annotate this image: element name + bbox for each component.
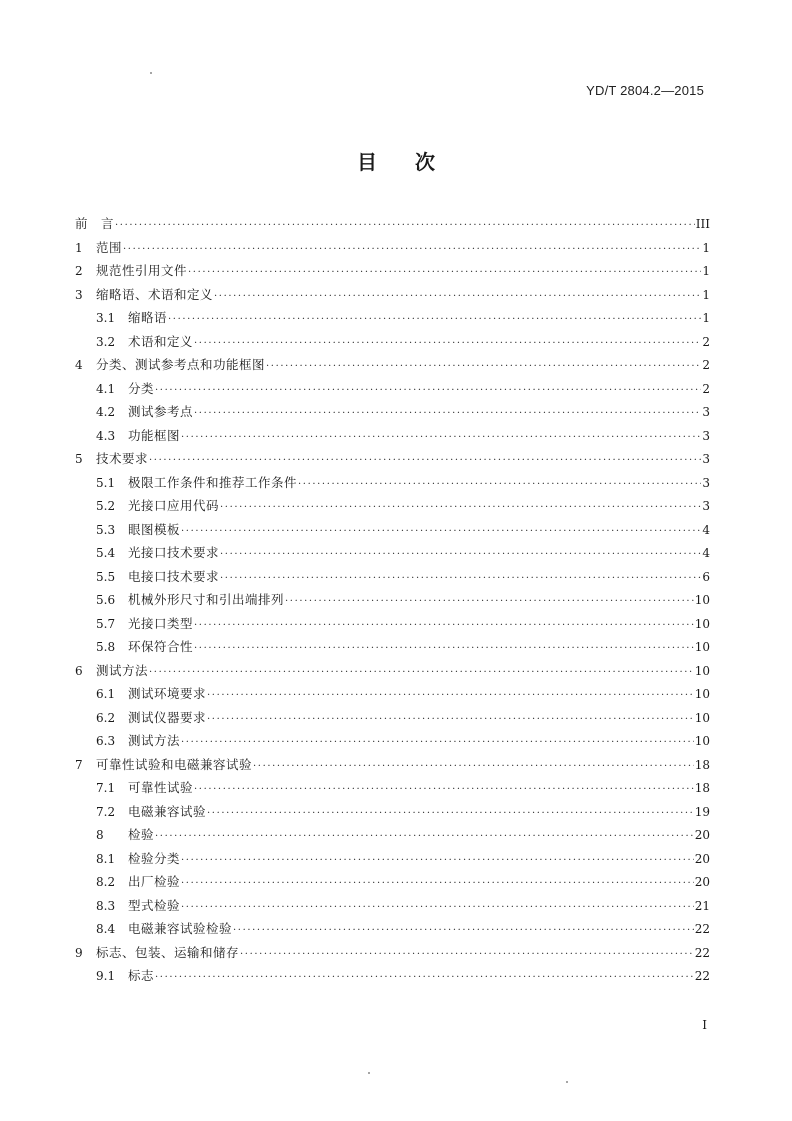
toc-entry-number: 8.1 <box>96 851 116 866</box>
dot-leader <box>194 778 694 802</box>
toc-entry <box>75 729 710 753</box>
toc-entry-label: 测试方法 <box>96 662 149 678</box>
toc-entry-number: 6.2 <box>96 710 116 725</box>
toc-entry-page: 18 <box>694 757 710 772</box>
toc-entry-label: 电接口技术要求 <box>128 568 220 584</box>
toc-entry-page: 2 <box>702 334 710 349</box>
dot-leader <box>220 543 701 567</box>
dot-leader <box>214 285 701 309</box>
toc-entry-number: 9.1 <box>96 969 116 983</box>
toc-entry-page: 10 <box>694 593 710 607</box>
page-title: 目次 <box>357 150 473 174</box>
dot-leader <box>240 943 694 967</box>
dot-leader <box>194 332 701 356</box>
toc-entry-label: 测试方法 <box>128 733 181 748</box>
toc-entry <box>75 494 710 518</box>
dot-leader <box>188 261 701 285</box>
toc-entry-label: 术语和定义 <box>128 333 194 349</box>
dot-leader <box>207 802 694 826</box>
toc-entry-number: 5 <box>75 452 83 466</box>
toc-entry-number: 5.2 <box>96 499 116 513</box>
toc-entry <box>75 400 710 424</box>
toc-entry-page: 10 <box>694 616 710 631</box>
toc-entry-page: 20 <box>694 875 710 889</box>
dot-leader <box>220 496 701 520</box>
toc-entry <box>75 776 710 800</box>
toc-entry <box>75 518 710 542</box>
toc-entry-number: 4.3 <box>96 428 116 443</box>
toc-entry-label: 范围 <box>96 239 123 255</box>
toc-entry <box>75 659 710 683</box>
document-code: YD/T 2804.2—2015 <box>586 83 704 98</box>
toc-entry <box>75 471 710 495</box>
scan-speck <box>368 1072 370 1074</box>
toc-entry <box>75 870 710 894</box>
toc-entry <box>75 588 710 612</box>
toc-entry-number: 7.1 <box>96 781 116 795</box>
toc-entry-number: 5.4 <box>96 546 116 560</box>
dot-leader <box>155 825 694 849</box>
toc-entry-label: 出厂检验 <box>128 874 181 889</box>
toc-entry <box>75 212 710 236</box>
toc-entry-page: 22 <box>694 922 710 936</box>
toc-entry-page: 4 <box>702 522 710 537</box>
toc-entry <box>75 706 710 730</box>
toc-entry-label: 功能框图 <box>128 427 181 443</box>
dot-leader <box>207 684 694 708</box>
toc-entry <box>75 259 710 283</box>
toc-entry <box>75 753 710 777</box>
toc-entry-label: 技术要求 <box>96 451 149 466</box>
toc-entry-page: 10 <box>694 710 710 725</box>
toc-entry <box>75 917 710 941</box>
toc-entry-label: 标志 <box>128 968 155 983</box>
toc-entry-page: 2 <box>702 381 710 396</box>
toc-entry <box>75 565 710 589</box>
toc-entry-label: 规范性引用文件 <box>96 263 188 278</box>
page-number: I <box>702 1018 707 1032</box>
toc-entry-label: 光接口类型 <box>128 615 194 631</box>
toc-entry-number: 8.4 <box>96 922 116 936</box>
toc-entry-label: 测试仪器要求 <box>128 709 207 725</box>
dot-leader <box>149 449 701 473</box>
toc-entry-number: 5.1 <box>96 475 116 490</box>
toc-entry-page: 2 <box>702 358 710 372</box>
toc-entry-page: 20 <box>694 828 710 842</box>
toc-entry-label: 机械外形尺寸和引出端排列 <box>128 592 285 607</box>
dot-leader <box>168 308 701 332</box>
toc-entry <box>75 541 710 565</box>
toc-entry-page: 3 <box>702 499 710 513</box>
toc-entry-page: 20 <box>694 851 710 866</box>
scan-speck <box>150 72 152 74</box>
table-of-contents <box>75 212 710 988</box>
toc-entry-label: 分类 <box>128 380 155 396</box>
toc-entry-number: 3 <box>75 287 83 302</box>
toc-entry-page: 22 <box>694 945 710 960</box>
toc-entry-number: 9 <box>75 945 83 960</box>
toc-entry <box>75 283 710 307</box>
toc-entry-label: 电磁兼容试验 <box>128 803 207 819</box>
toc-entry-label: 环保符合性 <box>128 639 194 654</box>
dot-leader <box>181 426 701 450</box>
toc-entry-page: 19 <box>694 804 710 819</box>
toc-entry-label: 光接口应用代码 <box>128 498 220 513</box>
dot-leader <box>181 520 701 544</box>
toc-entry-number: 3.1 <box>96 311 116 325</box>
toc-entry-number: 5.8 <box>96 640 116 654</box>
dot-leader <box>155 379 701 403</box>
toc-entry-number: 6.1 <box>96 687 116 701</box>
dot-leader <box>207 708 694 732</box>
dot-leader <box>233 919 694 943</box>
toc-entry <box>75 306 710 330</box>
toc-entry-page: 10 <box>694 687 710 701</box>
toc-entry-number: 1 <box>75 240 83 255</box>
toc-entry-label: 分类、测试参考点和功能框图 <box>96 357 266 372</box>
dot-leader <box>220 567 701 591</box>
toc-entry <box>75 612 710 636</box>
toc-entry-page: 3 <box>702 405 710 419</box>
toc-entry-number: 8.2 <box>96 875 116 889</box>
toc-entry-label: 缩略语、术语和定义 <box>96 286 214 302</box>
toc-entry-label: 检验分类 <box>128 850 181 866</box>
dot-leader <box>266 355 701 379</box>
dot-leader <box>115 214 695 238</box>
toc-entry-number: 5.6 <box>96 593 116 607</box>
dot-leader <box>181 872 694 896</box>
toc-entry-label: 可靠性试验 <box>128 780 194 795</box>
toc-entry <box>75 964 710 988</box>
toc-entry <box>75 236 710 260</box>
toc-entry-page: 10 <box>694 640 710 654</box>
toc-entry-label: 型式检验 <box>128 897 181 913</box>
toc-entry-page: 10 <box>694 734 710 748</box>
toc-entry-number: 4 <box>75 358 83 372</box>
toc-entry-number: 4.1 <box>96 381 116 396</box>
toc-entry-page: 1 <box>702 264 710 278</box>
toc-entry-label: 电磁兼容试验检验 <box>128 921 233 936</box>
toc-entry-label: 检验 <box>128 827 155 842</box>
toc-entry-number: 5.7 <box>96 616 116 631</box>
toc-entry-page: 4 <box>702 546 710 560</box>
dot-leader <box>123 238 701 262</box>
dot-leader <box>181 731 694 755</box>
toc-entry-label: 缩略语 <box>128 310 168 325</box>
scan-speck <box>566 1081 568 1083</box>
toc-entry-number: 4.2 <box>96 405 116 419</box>
toc-entry-page: 1 <box>702 311 710 325</box>
dot-leader <box>181 896 694 920</box>
toc-entry-page: 3 <box>702 428 710 443</box>
dot-leader <box>149 661 694 685</box>
toc-entry-number: 5.5 <box>96 569 116 584</box>
toc-entry-label: 测试参考点 <box>128 404 194 419</box>
toc-entry-number: 7 <box>75 757 83 772</box>
toc-entry-number: 7.2 <box>96 804 116 819</box>
toc-entry-page: III <box>695 217 710 231</box>
toc-entry-label: 前 言 <box>75 216 115 231</box>
dot-leader <box>194 637 694 661</box>
toc-entry-page: 21 <box>694 898 710 913</box>
toc-entry-label: 光接口技术要求 <box>128 545 220 560</box>
toc-entry-number: 2 <box>75 264 83 278</box>
toc-entry-label: 极限工作条件和推荐工作条件 <box>128 474 298 490</box>
dot-leader <box>181 849 694 873</box>
toc-entry <box>75 447 710 471</box>
toc-entry <box>75 847 710 871</box>
dot-leader <box>285 590 694 614</box>
toc-entry <box>75 353 710 377</box>
toc-entry-label: 可靠性试验和电磁兼容试验 <box>96 756 253 772</box>
toc-entry-page: 1 <box>702 240 710 255</box>
toc-entry-page: 3 <box>702 475 710 490</box>
toc-entry-number: 3.2 <box>96 334 116 349</box>
toc-entry-page: 22 <box>694 969 710 983</box>
toc-entry <box>75 635 710 659</box>
dot-leader <box>194 402 701 426</box>
toc-entry <box>75 823 710 847</box>
dot-leader <box>194 614 694 638</box>
toc-entry-label: 测试环境要求 <box>128 686 207 701</box>
toc-entry <box>75 330 710 354</box>
toc-entry-page: 10 <box>694 663 710 678</box>
toc-entry-label: 标志、包装、运输和储存 <box>96 944 240 960</box>
dot-leader <box>298 473 701 497</box>
toc-entry-number: 8 <box>96 828 104 842</box>
toc-entry-number: 8.3 <box>96 898 116 913</box>
toc-entry-page: 6 <box>702 569 710 584</box>
toc-entry <box>75 800 710 824</box>
toc-entry-number: 6 <box>75 663 83 678</box>
toc-entry <box>75 941 710 965</box>
toc-entry-page: 18 <box>694 781 710 795</box>
toc-entry-page: 1 <box>702 287 710 302</box>
toc-entry <box>75 894 710 918</box>
toc-entry-number: 5.3 <box>96 522 116 537</box>
toc-entry-number: 6.3 <box>96 734 116 748</box>
toc-entry-page: 3 <box>702 452 710 466</box>
toc-entry <box>75 682 710 706</box>
toc-entry-label: 眼图模板 <box>128 521 181 537</box>
dot-leader <box>253 755 694 779</box>
toc-entry <box>75 424 710 448</box>
toc-entry <box>75 377 710 401</box>
dot-leader <box>155 966 694 990</box>
